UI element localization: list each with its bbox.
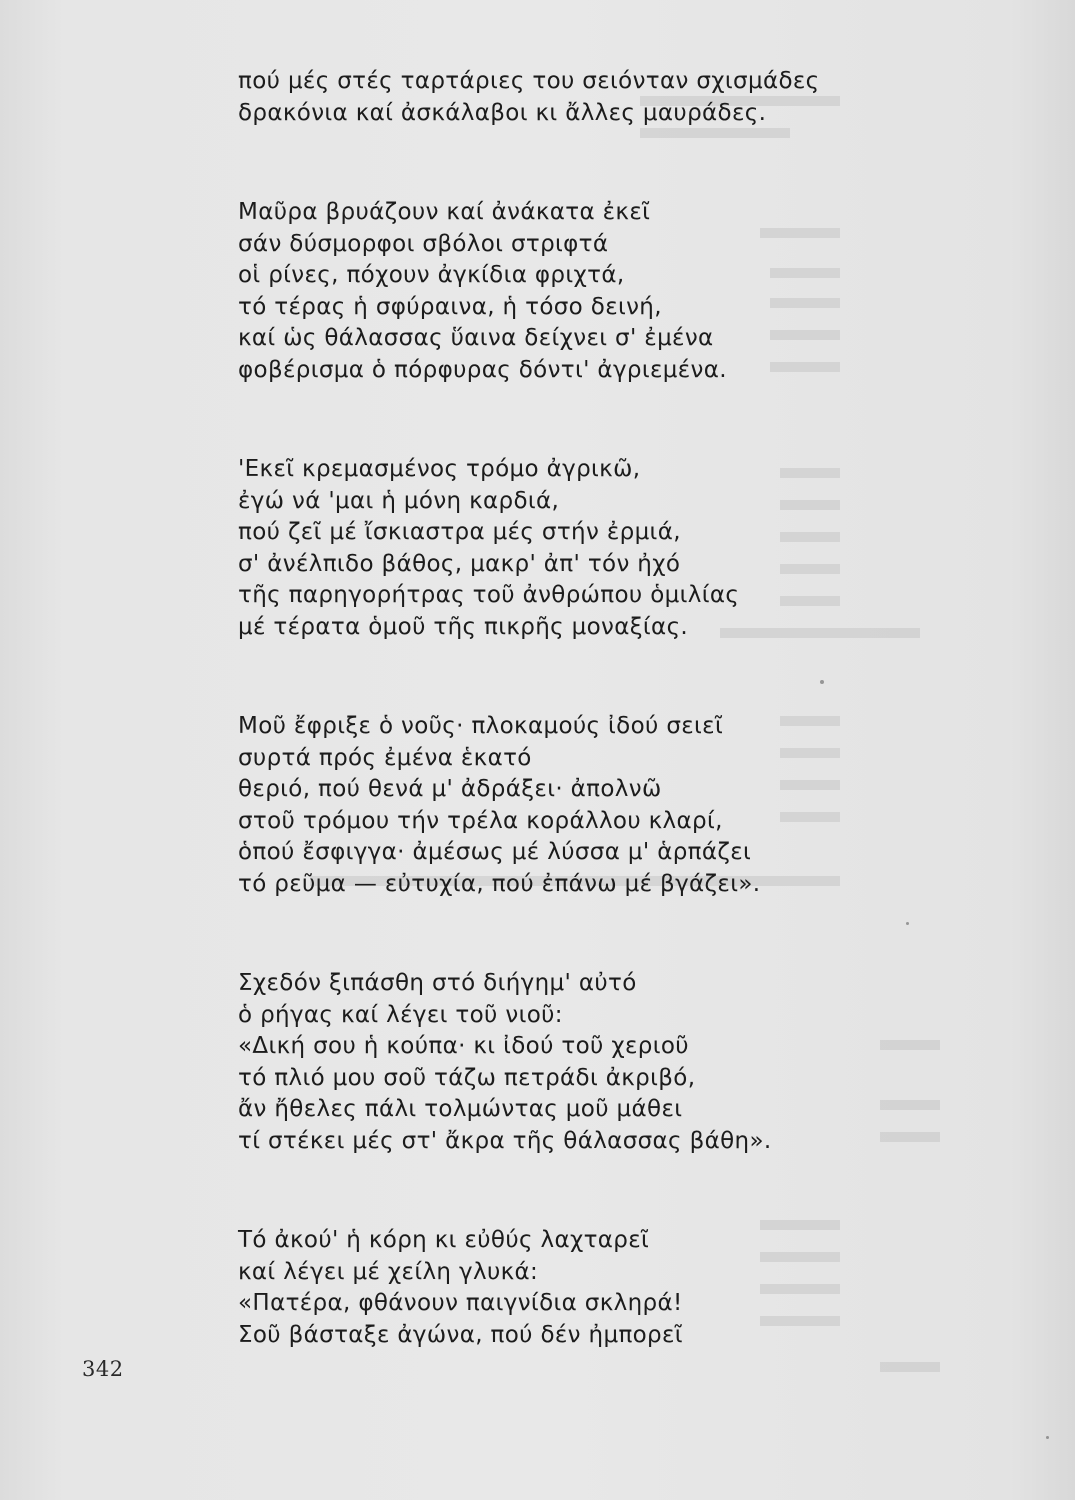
stanza: [238, 197, 838, 386]
verse-line: σ' ἀνέλπιδο βάθος, μακρ' ἀπ' τόν ἠχό: [238, 550, 681, 577]
verse-line: οἱ ρίνες, πόχουν ἀγκίδια φριχτά,: [238, 262, 625, 288]
paper-speck: [906, 922, 909, 925]
verse-line: πού μές στές ταρτάριες του σειόνταν σχισμάδες: [238, 68, 820, 94]
page-number: 342: [82, 1357, 124, 1381]
verse-line: Σοῦ βάσταξε ἀγώνα, πού δέν ἠμπορεῖ: [238, 1321, 683, 1348]
verse-line: τό πλιό μου σοῦ τάζω πετράδι ἀκριβό,: [238, 1064, 696, 1091]
verse-line: σάν δύσμορφοι σβόλοι στριφτά: [238, 230, 609, 257]
verse-line: τό τέρας ἡ σφύραινα, ἡ τόσο δεινή,: [238, 293, 662, 320]
verse-line: Τό ἀκού' ἡ κόρη κι εὐθύς λαχταρεῖ: [238, 1227, 650, 1253]
stanza: [238, 1225, 838, 1351]
verse-line: Μοῦ ἔφριξε ὁ νοῦς· πλοκαμούς ἰδού σειεῖ: [238, 713, 724, 739]
verse-line: «Δική σου ἡ κούπα· κι ἰδού τοῦ χεριοῦ: [238, 1033, 689, 1059]
verse-line: ἄν ἤθελες πάλι τολμώντας μοῦ μάθει: [238, 1096, 683, 1122]
verse-line: καί ὡς θάλασσας ὕαινα δείχνει σ' ἐμένα: [238, 325, 714, 351]
stanza: [238, 711, 838, 900]
verse-line: Σχεδόν ξιπάσθη στό διήγημ' αὐτό: [238, 970, 637, 996]
verse-line: καί λέγει μέ χείλη γλυκά:: [238, 1258, 539, 1285]
verse-line: ὁπού ἔσφιγγα· ἀμέσως μέ λύσσα μ' ἁρπάζει: [238, 839, 752, 865]
stanza: [238, 66, 838, 129]
poem-text: [238, 66, 838, 1419]
verse-line: φοβέρισμα ὁ πόρφυρας δόντι' ἀγριεμένα.: [238, 356, 727, 383]
verse-line: συρτά πρός ἐμένα ἑκατό: [238, 744, 532, 771]
verse-line: τί στέκει μές στ' ἄκρα τῆς θάλασσας βάθη».: [238, 1127, 772, 1154]
verse-line: θεριό, πού θενά μ' ἀδράξει· ἀπολνῶ: [238, 776, 662, 802]
verse-line: τό ρεῦμα — εὐτυχία, πού ἐπάνω μέ βγάζει».: [238, 870, 761, 897]
verse-line: πού ζεῖ μέ ἴσκιαστρα μές στήν ἐρμιά,: [238, 519, 681, 545]
paper-speck: [1046, 1436, 1049, 1439]
verse-line: μέ τέρατα ὁμοῦ τῆς πικρῆς μοναξίας.: [238, 613, 689, 640]
verse-line: ἐγώ νά 'μαι ἡ μόνη καρδιά,: [238, 487, 560, 514]
verse-line: τῆς παρηγορήτρας τοῦ ἀνθρώπου ὁμιλίας: [238, 582, 740, 608]
verse-line: «Πατέρα, φθάνουν παιγνίδια σκληρά!: [238, 1290, 683, 1316]
stanza: [238, 454, 838, 643]
paper-speck: [820, 680, 824, 684]
verse-line: 'Εκεῖ κρεμασμένος τρόμο ἀγρικῶ,: [238, 456, 641, 482]
verse-line: στοῦ τρόμου τήν τρέλα κοράλλου κλαρί,: [238, 807, 723, 834]
verse-line: ὁ ρήγας καί λέγει τοῦ νιοῦ:: [238, 1001, 563, 1028]
verse-line: δρακόνια καί ἀσκάλαβοι κι ἄλλες μαυράδες.: [238, 99, 767, 126]
stanza: [238, 968, 838, 1157]
verse-line: Μαῦρα βρυάζουν καί ἀνάκατα ἐκεῖ: [238, 199, 651, 225]
